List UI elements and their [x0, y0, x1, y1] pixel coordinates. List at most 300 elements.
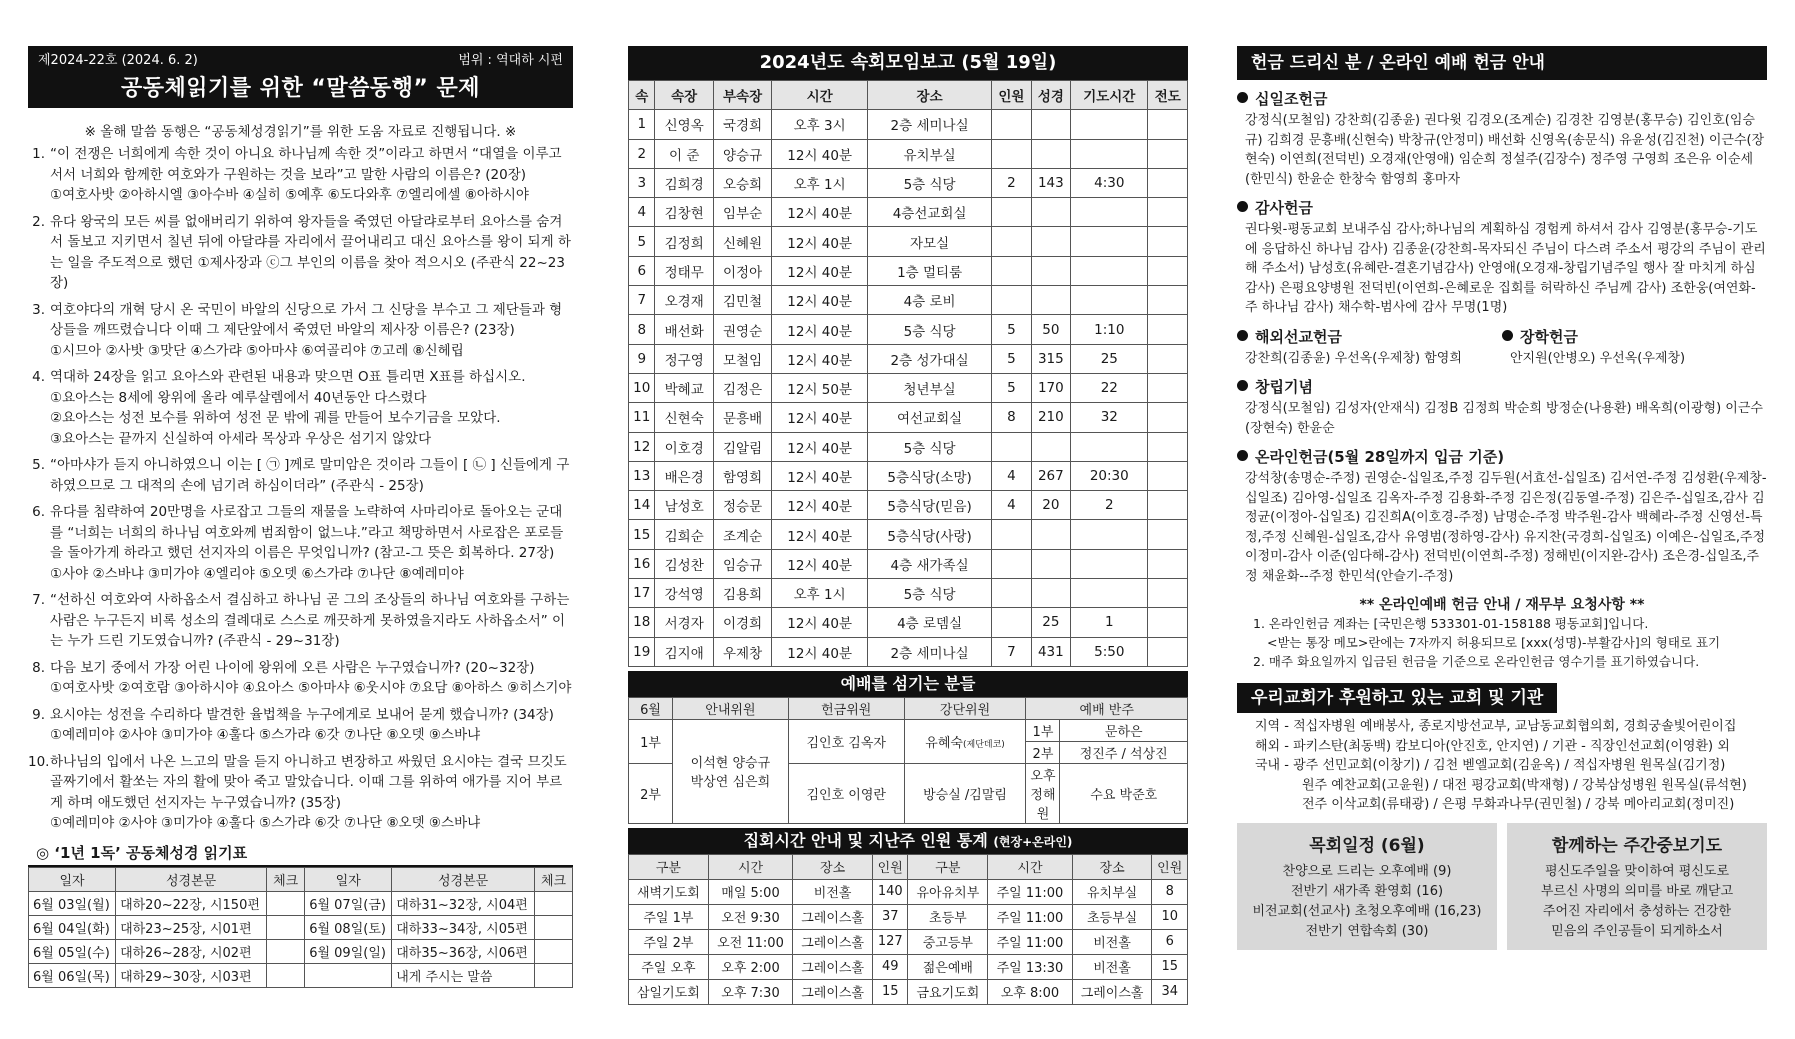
prayer-box — [1507, 823, 1767, 950]
cell-report-cell: 50 — [1031, 315, 1070, 344]
cell-report-cell: 9 — [629, 344, 655, 373]
reading-row — [29, 963, 573, 987]
cell-report-cell: 오후 1시 — [772, 168, 868, 197]
cell-report-cell — [1148, 403, 1188, 432]
question-item — [28, 705, 573, 746]
cell-report-cell — [1071, 227, 1148, 256]
online-title: 온라인헌금(5월 28일까지 입금 기준) — [1255, 448, 1505, 466]
founding-section — [1237, 376, 1767, 438]
cell-report-cell — [1148, 286, 1188, 315]
cell-report-cell — [1148, 461, 1188, 490]
cell-report-row — [629, 168, 1188, 197]
cell-report-cell: 431 — [1031, 637, 1070, 666]
stats-cell: 유치부실 — [1072, 879, 1152, 904]
bullet-icon — [1237, 92, 1248, 103]
w-acc-r3a: 오후 정해원 — [1026, 763, 1060, 823]
tithe-body: 강정식(모철임) 강찬희(김종윤) 권다윗 김경오(조계순) 김경찬 김영분(홍무승) 김인호(임승규) 김희경 문흥배(신현숙) 박창규(안정미) 배선화 신영옥(송문식) 유윤성(김진천) 이근수(장현숙) 이연희(전덕빈) 오경재(안영애) 임순희 정설주(김장수) 정주영 구영희 조은유 이순세(한민식) 한윤순 한창숙 함영희 홍마자 — [1245, 113, 1765, 187]
cell-report-cell — [1148, 139, 1188, 168]
question-text: 유다를 침략하여 20만명을 사로잡고 그들의 재물을 노략하여 사마리아로 돌아오는 군대를 “너희는 너희의 하나님 여호와께 범죄함이 없느냐.”라고 책망하면서 사로잡은 포로들을 돌아가게 하라고 했던 선지자의 이름은 무엇입니까? (참고-그 뜻은 회복하다. 27장) — [50, 504, 564, 561]
cell-report-cell: 정태무 — [655, 256, 713, 285]
reading-plan — [28, 840, 573, 988]
w-acc-r1-label: 1부 — [1026, 719, 1060, 741]
question-option: ①시므아 ②사밧 ③맛단 ④스가랴 ⑤아마샤 ⑥여골리야 ⑦고레 ⑧신헤립 — [50, 342, 464, 359]
cell-report-cell: 25 — [1071, 344, 1148, 373]
cell-report-cell: 12시 40분 — [772, 256, 868, 285]
cell-report-cell: 배은경 — [655, 461, 713, 490]
reading-cell: 6월 05일(수) — [29, 939, 116, 963]
question-option: ①여호사밧 ②아하시엘 ③아수바 ④실히 ⑤예후 ⑥도다와후 ⑦엘리에셀 ⑧아하시야 — [50, 187, 529, 203]
question-item — [28, 658, 573, 699]
cell-report-cell: 143 — [1031, 168, 1070, 197]
thanks-heading — [1237, 197, 1767, 218]
cell-report-cell: 배선화 — [655, 315, 713, 344]
quiz-range: 범위 : 역대하 시편 — [458, 53, 563, 68]
cell-report-cell: 170 — [1031, 373, 1070, 402]
founding-title: 창립기념 — [1255, 378, 1313, 396]
stats-cell: 초등부실 — [1072, 904, 1152, 929]
cell-report-table — [628, 80, 1188, 667]
cell-report-cell: 김민철 — [713, 286, 771, 315]
question-number: 9. — [32, 706, 45, 723]
cell-report-cell: 청년부실 — [867, 373, 991, 402]
cell-report-cell — [1148, 315, 1188, 344]
stats-cell: 오전 9:30 — [708, 904, 792, 929]
cell-report-cell: 3 — [629, 168, 655, 197]
stats-header: 인원 — [1152, 854, 1188, 879]
cell-report-cell: 김성찬 — [655, 549, 713, 578]
cell-report-cell — [1071, 549, 1148, 578]
cell-report-cell: 김희경 — [655, 168, 713, 197]
prayer-line: 믿음의 주인공들이 되게하소서 — [1551, 923, 1723, 939]
prayer-line: 평신도주일을 맞이하여 평신도로 — [1544, 863, 1730, 879]
cell-report-cell: 10 — [629, 373, 655, 402]
stats-row — [629, 904, 1188, 929]
cell-report-cell: 12시 40분 — [772, 198, 868, 227]
cell-report-cell: 4층 새가족실 — [867, 549, 991, 578]
question-list — [28, 144, 573, 834]
cell-report-cell: 이경희 — [713, 608, 771, 637]
stats-cell: 주일 오후 — [629, 954, 709, 979]
cell-report-cell: 국경희 — [713, 110, 771, 139]
cell-report-row — [629, 403, 1188, 432]
worship-servers-table — [628, 697, 1188, 824]
cell-report-cell: 5층식당(믿음) — [867, 491, 991, 520]
offering-title: 헌금 드리신 분 / 온라인 예배 헌금 안내 — [1237, 46, 1767, 80]
offering-column — [1237, 46, 1767, 950]
cell-report-cell: 오후 3시 — [772, 110, 868, 139]
cell-report-cell: 5 — [992, 315, 1031, 344]
cell-report-row — [629, 432, 1188, 461]
cell-report-cell: 우제창 — [713, 637, 771, 666]
cell-report-cell: 12시 40분 — [772, 608, 868, 637]
stats-cell: 6 — [1152, 929, 1188, 954]
reading-cell: 대하29~30장, 시03편 — [116, 963, 267, 987]
cell-report-cell: 11 — [629, 403, 655, 432]
reading-header: 일자 — [305, 867, 392, 891]
cell-report-cell — [1148, 520, 1188, 549]
cell-report-cell: 4 — [992, 491, 1031, 520]
online-list-item: 1. 온라인헌금 계좌는 [국민은행 533301-01-158188 평동교회]입니다. — [1253, 616, 1649, 631]
stats-cell: 초등부 — [908, 904, 988, 929]
cell-report-row — [629, 344, 1188, 373]
w-r2-label: 2부 — [629, 763, 673, 823]
cell-report-cell: 신현숙 — [655, 403, 713, 432]
bullet-icon — [1237, 450, 1248, 461]
reading-plan-title: ◎ ‘1년 1독’ 공동체성경 읽기표 — [28, 840, 573, 867]
cell-report-cell — [1071, 286, 1148, 315]
question-number: 5. — [32, 457, 45, 473]
question-text: “아마샤가 듣지 아니하였으니 이는 [ ㉠ ]께로 말미암은 것이라 그들이 [ ㉡ ] 신들에게 구하였으므로 그 대적의 손에 넘기려 하심이더라” (주관식 - 25장) — [50, 457, 570, 494]
reading-cell — [535, 939, 573, 963]
question-number: 1. — [32, 146, 45, 162]
stats-cell: 비전홀 — [1072, 954, 1152, 979]
scholar-heading — [1502, 326, 1767, 347]
cell-report-cell — [992, 579, 1031, 608]
stats-title-small: (현장+온라인) — [993, 834, 1073, 849]
cell-report-header: 속 — [629, 81, 655, 110]
cell-report-cell: 7 — [992, 637, 1031, 666]
cell-report-cell: 1층 멀티룸 — [867, 256, 991, 285]
cell-report-cell — [992, 286, 1031, 315]
cell-report-cell: 김정희 — [655, 227, 713, 256]
reading-row — [29, 939, 573, 963]
w-guide1: 이석현 양승규 — [690, 756, 771, 772]
cell-report-header: 장소 — [867, 81, 991, 110]
question-number: 2. — [32, 213, 45, 230]
online-heading — [1237, 446, 1767, 467]
schedule-line: 전반기 연합속회 (30) — [1305, 923, 1429, 939]
question-body — [50, 367, 573, 449]
stats-cell: 그레이스홀 — [793, 979, 873, 1004]
reading-row — [29, 915, 573, 939]
stats-cell: 오후 2:00 — [708, 954, 792, 979]
quiz-title: 공동체읽기를 위한 “말씀동행” 문제 — [121, 76, 480, 101]
org-line: 국내 - 광주 선민교회(이창기) / 김천 벧엘교회(김윤옥) / 적십자병원 원목실(김기정) — [1255, 758, 1726, 773]
cell-report-cell — [1148, 110, 1188, 139]
org-line: 전주 이삭교회(류태광) / 은평 무화과나무(권민철) / 강북 메아리교회(정미진) — [1302, 797, 1735, 812]
reading-cell — [267, 891, 305, 915]
question-text: 유다 왕국의 모든 씨를 없애버리기 위하여 왕자들을 죽였던 아달랴로부터 요아스를 숨겨서 돌보고 지키면서 칠년 뒤에 아달랴를 자리에서 끌어내리고 대신 요아스를 왕이 되게 하는 일을 주도적으로 했던 ①제사장과 ⓒ그 부인의 이름을 찾아 적으시오 (주관식 22~23장) — [50, 213, 571, 291]
question-option: ①예레미야 ②사야 ③미가야 ④훌다 ⑤스가랴 ⑥갓 ⑦나단 ⑧오뎃 ⑨스바냐 — [50, 815, 481, 831]
cell-report-row — [629, 461, 1188, 490]
schedule-title: 목회일정 (6월) — [1309, 835, 1425, 856]
stats-row — [629, 979, 1188, 1004]
stats-cell: 주일 2부 — [629, 929, 709, 954]
question-option: ②요아스는 성전 보수를 위하여 성전 문 밖에 궤를 만들어 보수기금을 모았다. — [50, 410, 501, 426]
schedule-line: 찬양으로 드리는 오후예배 (9) — [1282, 863, 1452, 879]
reading-cell: 6월 09일(일) — [305, 939, 392, 963]
stats-cell: 그레이스홀 — [793, 929, 873, 954]
reading-cell — [267, 915, 305, 939]
stats-cell: 127 — [873, 929, 908, 954]
stats-cell: 비전홀 — [1072, 929, 1152, 954]
cell-report-cell: 12시 40분 — [772, 491, 868, 520]
mission-scholar-row — [1237, 318, 1767, 369]
schedule-line: 전반기 새가족 환영회 (16) — [1290, 883, 1444, 899]
stats-cell: 그레이스홀 — [793, 954, 873, 979]
cell-report-cell: 12시 40분 — [772, 637, 868, 666]
cell-report-header: 부속장 — [713, 81, 771, 110]
cell-report-cell: 김지애 — [655, 637, 713, 666]
cell-report-cell — [1148, 637, 1188, 666]
cell-report-header: 전도 — [1148, 81, 1188, 110]
stats-cell: 15 — [1152, 954, 1188, 979]
cell-report-cell: 5 — [992, 373, 1031, 402]
cell-report-cell — [992, 520, 1031, 549]
cell-report-cell — [992, 110, 1031, 139]
bible-quiz-column — [28, 46, 573, 988]
stats-cell: 그레이스홀 — [1072, 979, 1152, 1004]
w-h-offer: 헌금위원 — [788, 697, 904, 719]
cell-report-cell — [1148, 168, 1188, 197]
cell-report-cell: 김창현 — [655, 198, 713, 227]
cell-report-cell: 12시 40분 — [772, 432, 868, 461]
question-item — [28, 590, 573, 652]
cell-report-cell: 오경재 — [655, 286, 713, 315]
question-item — [28, 752, 573, 834]
scholar-section — [1502, 326, 1767, 369]
schedule-line: 비전교회(선교사) 초청오후예배 (16,23) — [1252, 903, 1482, 919]
online-list — [1237, 614, 1767, 671]
cell-report-cell: 김알림 — [713, 432, 771, 461]
online-list-item: 2. 매주 화요일까지 입금된 헌금을 기준으로 온라인헌금 영수기를 표기하였습니다. — [1253, 654, 1700, 669]
cell-report-cell: 5층 식당 — [867, 579, 991, 608]
reading-cell: 대하33~34장, 시05편 — [392, 915, 535, 939]
cell-report-row — [629, 110, 1188, 139]
stats-title-bar — [628, 828, 1188, 854]
cell-report-cell — [1071, 256, 1148, 285]
cell-report-cell: 함영희 — [713, 461, 771, 490]
cell-report-cell — [1148, 608, 1188, 637]
question-item — [28, 502, 573, 584]
cell-report-cell: 12시 40분 — [772, 344, 868, 373]
orgs-title: 우리교회가 후원하고 있는 교회 및 기관 — [1237, 683, 1557, 713]
reading-cell: 대하23~25장, 시01편 — [116, 915, 267, 939]
question-item — [28, 300, 573, 362]
w-h-guide: 안내위원 — [673, 697, 789, 719]
reading-cell — [305, 963, 392, 987]
prayer-line: 부르신 사명의 의미를 바로 깨닫고 — [1540, 883, 1734, 899]
mission-section — [1237, 326, 1502, 369]
cell-report-cell: 오후 1시 — [772, 579, 868, 608]
cell-report-cell — [1031, 520, 1070, 549]
cell-report-cell: 정승문 — [713, 491, 771, 520]
prayer-title: 함께하는 주간중보기도 — [1551, 835, 1723, 856]
cell-report-cell — [1031, 139, 1070, 168]
cell-report-cell: 2 — [629, 139, 655, 168]
w-acc-r1-val: 문하은 — [1060, 719, 1188, 741]
reading-cell: 대하20~22장, 시150편 — [116, 891, 267, 915]
cell-report-cell: 5층 식당 — [867, 315, 991, 344]
mission-heading — [1237, 326, 1502, 347]
cell-report-row — [629, 256, 1188, 285]
online-section — [1237, 446, 1767, 586]
w-podium1: 유혜숙 — [925, 735, 963, 751]
stats-cell: 34 — [1152, 979, 1188, 1004]
question-item — [28, 367, 573, 449]
cell-report-cell — [1071, 198, 1148, 227]
cell-report-cell — [1148, 491, 1188, 520]
stats-cell: 15 — [873, 979, 908, 1004]
question-text: 다음 보기 중에서 가장 어린 나이에 왕위에 오른 사람은 누구였습니까? (20~32장) — [50, 659, 535, 676]
stats-cell: 유아유치부 — [908, 879, 988, 904]
cell-report-cell — [992, 549, 1031, 578]
cell-report-cell: 5 — [629, 227, 655, 256]
stats-cell: 새벽기도회 — [629, 879, 709, 904]
cell-report-header: 인원 — [992, 81, 1031, 110]
question-body — [50, 300, 573, 362]
cell-report-cell: 15 — [629, 520, 655, 549]
cell-report-cell: 12시 40분 — [772, 286, 868, 315]
cell-report-cell: 8 — [992, 403, 1031, 432]
cell-report-title: 2024년도 속회모임보고 (5월 19일) — [628, 46, 1188, 80]
schedule-box — [1237, 823, 1497, 950]
cell-report-cell: 12시 50분 — [772, 373, 868, 402]
cell-report-cell — [1071, 139, 1148, 168]
reading-cell: 대하26~28장, 시02편 — [116, 939, 267, 963]
cell-report-row — [629, 373, 1188, 402]
reading-cell: 6월 06일(목) — [29, 963, 116, 987]
cell-report-cell: 1 — [629, 110, 655, 139]
cell-report-cell: 2층 성가대실 — [867, 344, 991, 373]
cell-report-cell — [1031, 579, 1070, 608]
cell-report-cell — [1071, 579, 1148, 608]
cell-report-cell: 유치부실 — [867, 139, 991, 168]
cell-report-row — [629, 549, 1188, 578]
cell-report-cell: 오승희 — [713, 168, 771, 197]
stats-cell: 주일 11:00 — [988, 904, 1072, 929]
founding-body: 강정식(모철임) 김성자(안재식) 김정B 김정희 박순희 방정순(나용환) 배옥희(이광형) 이근수(장현숙) 한윤순 — [1245, 401, 1763, 436]
w-h-accomp: 예배 반주 — [1026, 697, 1188, 719]
stats-cell: 금요기도회 — [908, 979, 988, 1004]
reading-cell: 6월 08일(토) — [305, 915, 392, 939]
cell-report-cell: 12시 40분 — [772, 227, 868, 256]
cell-report-cell: 2 — [1071, 491, 1148, 520]
cell-report-cell: 서경자 — [655, 608, 713, 637]
reading-cell: 6월 03일(월) — [29, 891, 116, 915]
question-option: ③요아스는 끝까지 신실하여 아세라 목상과 우상은 섬기지 않았다 — [50, 430, 432, 447]
stats-cell: 오후 7:30 — [708, 979, 792, 1004]
question-text: “이 전쟁은 너희에게 속한 것이 아니요 하나님께 속한 것”이라고 하면서 “대열을 이루고 서서 너희와 함께한 여호와가 구원하는 것을 보라”고 말한 사람의 이름은? (20장) — [50, 146, 562, 183]
cell-report-cell — [1031, 432, 1070, 461]
online-list-item: <받는 통장 메모>란에는 7자까지 허용되므로 [xxx(성명)-부활감사]의 형태로 표기 — [1267, 635, 1721, 650]
cell-report-header: 기도시간 — [1071, 81, 1148, 110]
question-body — [50, 144, 573, 206]
cell-report-row — [629, 315, 1188, 344]
cell-report-row — [629, 520, 1188, 549]
question-body — [50, 502, 573, 584]
bullet-icon — [1237, 201, 1248, 212]
stats-header: 장소 — [1072, 854, 1152, 879]
w-guide2: 박상연 심은희 — [690, 775, 771, 791]
cell-report-cell — [1031, 549, 1070, 578]
stats-row — [629, 879, 1188, 904]
cell-report-cell: 5 — [992, 344, 1031, 373]
question-body — [50, 752, 573, 834]
cell-report-cell — [992, 139, 1031, 168]
reading-cell — [535, 891, 573, 915]
cell-report-cell: 18 — [629, 608, 655, 637]
stats-cell: 오후 8:00 — [988, 979, 1072, 1004]
cell-report-cell — [1148, 227, 1188, 256]
cell-report-cell: 김희순 — [655, 520, 713, 549]
cell-report-header: 성경 — [1031, 81, 1070, 110]
cell-report-cell — [992, 227, 1031, 256]
cell-report-cell: 22 — [1071, 373, 1148, 402]
stats-header: 인원 — [873, 854, 908, 879]
w-guide-cell — [673, 719, 789, 823]
cell-report-cell — [992, 432, 1031, 461]
cell-report-cell: 5층 식당 — [867, 432, 991, 461]
question-option: ①사야 ②스바냐 ③미가야 ④엘리야 ⑤오뎃 ⑥스가랴 ⑦나단 ⑧예레미야 — [50, 565, 464, 582]
cell-report-row — [629, 286, 1188, 315]
reading-cell — [535, 963, 573, 987]
founding-heading — [1237, 376, 1767, 397]
reading-cell: 6월 04일(화) — [29, 915, 116, 939]
cell-report-cell: 신영옥 — [655, 110, 713, 139]
question-number: 6. — [32, 504, 45, 520]
cell-report-cell: 5:50 — [1071, 637, 1148, 666]
reading-plan-table — [28, 867, 573, 988]
question-body — [50, 455, 573, 496]
cell-report-cell — [1031, 198, 1070, 227]
reading-cell: 대하31~32장, 시04편 — [392, 891, 535, 915]
w-podium1-small: (제단데코) — [962, 739, 1005, 750]
reading-header: 체크 — [267, 867, 305, 891]
stats-cell: 8 — [1152, 879, 1188, 904]
stats-cell: 37 — [873, 904, 908, 929]
stats-row — [629, 929, 1188, 954]
cell-report-cell: 2층 세미나실 — [867, 637, 991, 666]
stats-cell: 주일 1부 — [629, 904, 709, 929]
orgs-list — [1237, 717, 1767, 815]
reading-cell — [267, 939, 305, 963]
stats-header: 장소 — [793, 854, 873, 879]
cell-report-cell: 12시 40분 — [772, 549, 868, 578]
cell-report-cell: 김정은 — [713, 373, 771, 402]
cell-report-cell: 12시 40분 — [772, 315, 868, 344]
cell-report-row — [629, 139, 1188, 168]
cell-report-cell: 210 — [1031, 403, 1070, 432]
cell-report-cell — [992, 256, 1031, 285]
cell-report-cell: 이호경 — [655, 432, 713, 461]
question-body — [50, 705, 573, 746]
worship-servers-title: 예배를 섬기는 분들 — [628, 671, 1188, 697]
cell-report-cell: 20 — [1031, 491, 1070, 520]
cell-report-cell: 8 — [629, 315, 655, 344]
cell-report-cell: 12시 40분 — [772, 520, 868, 549]
cell-report-cell: 20:30 — [1071, 461, 1148, 490]
thanks-section — [1237, 197, 1767, 318]
cell-report-cell — [1148, 256, 1188, 285]
cell-report-cell: 박혜교 — [655, 373, 713, 402]
cell-report-cell — [1071, 520, 1148, 549]
reading-cell: 내게 주시는 말씀 — [392, 963, 535, 987]
cell-report-cell: 12 — [629, 432, 655, 461]
org-line: 지역 - 적십자병원 예배봉사, 종로지방선교부, 교남동교회협의회, 경희궁솔빛어린이집 — [1255, 719, 1737, 734]
question-item — [28, 144, 573, 206]
cell-report-row — [629, 608, 1188, 637]
stats-header: 구분 — [629, 854, 709, 879]
cell-report-cell: 16 — [629, 549, 655, 578]
thanks-body: 권다윗-평동교회 보내주심 감사;하나님의 계획하심 경험케 하셔서 감사 김영분(홍무승-기도에 응답하신 하나님 감사) 김종윤(강찬희-목자되신 주님이 다스려 주소서 평강의 주님이 관리해 주소서) 남성호(유혜란-결혼기념감사) 안영애(오경재-창립기념주일 행사 잘 마치게 하심 감사) 은평요양병원 전덕빈(이연희-은혜로운 집회를 허락하신 주님께 감사) 조한웅(여연화-주 하나님 감사) 채수학-범사에 감사 무명(1명) — [1245, 222, 1766, 315]
cell-report-cell: 양승규 — [713, 139, 771, 168]
question-text: “선하신 여호와여 사하옵소서 결심하고 하나님 곧 그의 조상들의 하나님 여호와를 구하는 사람은 누구든지 비록 성소의 결례대로 스스로 깨끗하게 못하였을지라도 사하옵소서” 이는 누가 드린 기도였습니까? (주관식 - 29~31장) — [50, 592, 570, 649]
cell-report-cell: 12시 40분 — [772, 461, 868, 490]
question-text: 여호야다의 개혁 당시 온 국민이 바알의 신당으로 가서 그 신당을 부수고 그 제단들과 형상들을 깨뜨렸습니다 이때 그 제단앞에서 죽였던 바알의 제사장 이름은? (23장) — [50, 301, 563, 338]
stats-header: 시간 — [988, 854, 1072, 879]
cell-report-cell: 김용희 — [713, 579, 771, 608]
